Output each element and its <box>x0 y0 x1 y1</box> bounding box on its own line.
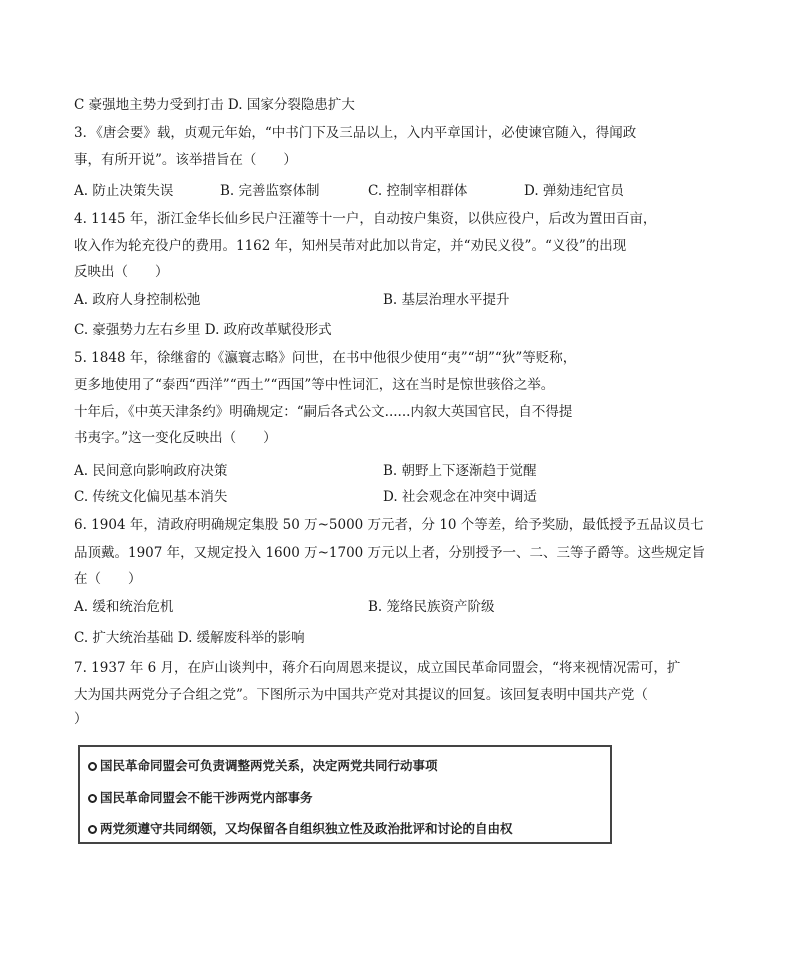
q5-stem-line3: 十年后，《中英天津条约》明确规定：“嗣后各式公文......内叙大英国官民，自不得提 <box>74 404 573 420</box>
q5-stem-line2: 更多地使用了“泰西“西洋”“西土”“西国”等中性词汇，这在当时是惊世骇俗之举。 <box>74 377 555 393</box>
q3-option-a: A. 防止决策失误 <box>74 183 174 199</box>
q5-option-d: D. 社会观念在冲突中调适 <box>383 489 537 505</box>
q4-options-c-d: C. 豪强势力左右乡里 D. 政府改革赋役形式 <box>74 322 332 338</box>
q3-stem-line2: 事，有所开说”。该举措旨在（ ） <box>74 152 297 168</box>
figure-item-3 <box>88 820 513 838</box>
figure-item-2-text: 国民革命同盟会不能干涉两党内部事务 <box>100 790 313 805</box>
figure-item-1-text: 国民革命同盟会可负责调整两党关系，决定两党共同行动事项 <box>100 758 438 773</box>
q6-stem-line3: 在（ ） <box>74 571 142 587</box>
circle-bullet-icon <box>88 794 97 803</box>
q5-stem-line1: 5. 1848 年，徐继畲的《瀛寰志略》问世，在书中他很少使用“夷”“胡”“狄”等贬称， <box>74 350 577 366</box>
q4-stem-line2: 收入作为轮充役户的费用。1162 年，知州吴芾对此加以肯定，并“劝民义役”。“义役”的出现 <box>74 238 627 254</box>
q6-options-c-d: C. 扩大统治基础 D. 缓解废科举的影响 <box>74 630 305 646</box>
q3-option-c: C. 控制宰相群体 <box>368 183 468 199</box>
q4-option-b: B. 基层治理水平提升 <box>383 292 510 308</box>
q7-figure-box <box>78 745 612 844</box>
q5-option-a: A. 民间意向影响政府决策 <box>74 463 228 479</box>
q4-stem-line1: 4. 1145 年，浙江金华长仙乡民户汪灌等十一户，自动按户集资，以供应役户，后改为置田百亩， <box>74 211 657 227</box>
q4-option-a: A. 政府人身控制松弛 <box>74 292 201 308</box>
q5-option-b: B. 朝野上下逐渐趋于觉醒 <box>383 463 537 479</box>
figure-item-2 <box>88 789 313 807</box>
q3-option-b: B. 完善监察体制 <box>220 183 320 199</box>
figure-item-1 <box>88 757 438 775</box>
q5-stem-line4: 书夷字。”这一变化反映出（ ） <box>74 430 277 446</box>
q7-stem-line2: 大为国共两党分子合组之党”。下图所示为中国共产党对其提议的回复。该回复表明中国共产党（ <box>74 687 648 703</box>
q3-stem-line1: 3．《唐会要》载，贞观元年始，“中书门下及三品以上，入内平章国计，必使谏官随入，得闻政 <box>74 125 637 141</box>
q7-stem-line3: ） <box>74 711 88 727</box>
q3-option-d: D. 弹劾违纪官员 <box>524 183 624 199</box>
circle-bullet-icon <box>88 762 97 771</box>
figure-item-3-text: 两党须遵守共同纲领，又均保留各自组织独立性及政治批评和讨论的自由权 <box>100 821 513 836</box>
q5-option-c: C. 传统文化偏见基本消失 <box>74 489 228 505</box>
q6-option-b: B. 笼络民族资产阶级 <box>368 599 495 615</box>
q7-stem-line1: 7. 1937 年 6 月，在庐山谈判中，蒋介石向周恩来提议，成立国民革命同盟会，“将来视情况需可，扩 <box>74 660 681 676</box>
circle-bullet-icon <box>88 825 97 834</box>
q6-stem-line1: 6. 1904 年，清政府明确规定集股 50 万~5000 万元者，分 10 个等差，给予奖励，最低授予五品议员七 <box>74 517 704 533</box>
prev-question-options-c-d: C 豪强地主势力受到打击 D. 国家分裂隐患扩大 <box>74 97 355 113</box>
q4-stem-line3: 反映出（ ） <box>74 264 169 280</box>
q6-option-a: A. 缓和统治危机 <box>74 599 174 615</box>
q6-stem-line2: 品顶戴。1907 年，又规定投入 1600 万~1700 万元以上者，分别授予一、二、三等子爵等。这些规定旨 <box>74 545 706 561</box>
